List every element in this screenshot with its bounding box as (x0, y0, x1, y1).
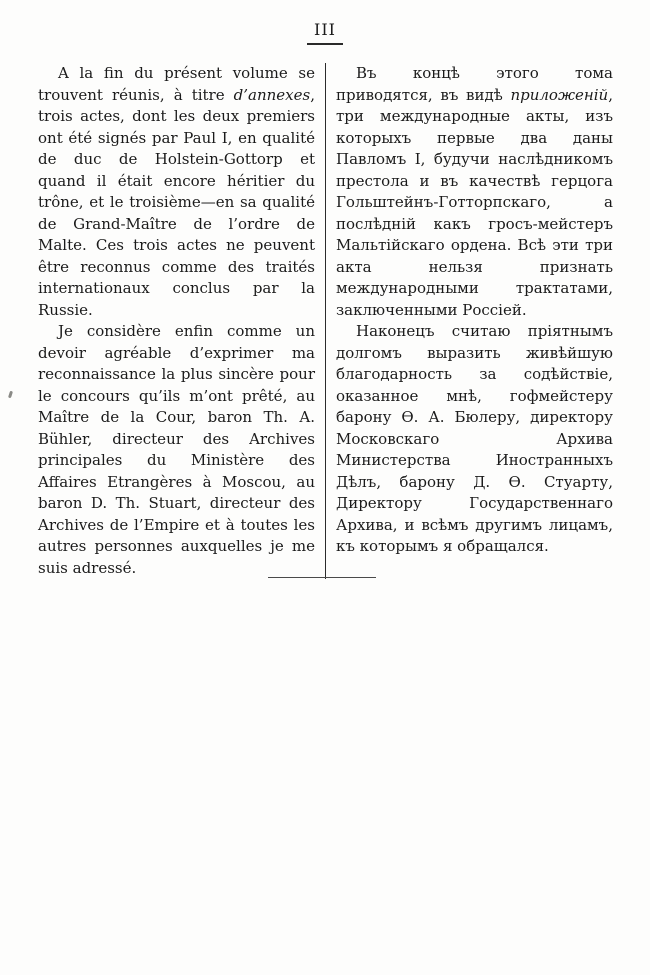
italic-text-run: приложеній (510, 85, 609, 104)
french-column (38, 63, 315, 579)
section-end-rule (268, 577, 376, 578)
text-run: Въ концѣ этого тома приводятся, въ видѣ (336, 64, 613, 104)
page-number: III (314, 20, 336, 39)
russian-paragraph-2 (336, 321, 613, 558)
text-run: , три международные акты, изъ которыхъ первые два даны Павломъ I, будучи наслѣдникомъ престола и въ качествѣ герцога Гольштейнъ-Готторпскаго, а послѣдній какъ гросъ-мейстеръ Мальтійскаго ордена. Всѣ эти три акта нельзя признать международными трактатами, заключенными Россіей. (336, 85, 613, 319)
text-columns (38, 63, 613, 579)
scan-artifact (8, 391, 13, 399)
french-paragraph-1 (38, 63, 315, 321)
text-run: A la fin du présent volume se trouvent réunis, à titre (38, 64, 315, 104)
column-divider-rule (325, 63, 326, 579)
text-run: Je considère enfin comme un devoir agréable d’exprimer ma reconnaissance la plus sincère pour le concours qu’ils m’ont prêté, au Maître de la Cour, baron Th. A. Bühler, directeur des Archives principales du Ministère des Affaires Etrangères à Moscou, au baron D. Th. Stuart, directeur des Archives de l’Empire et à toutes les autres personnes auxquelles je me suis adressé. (38, 322, 315, 577)
french-paragraph-2 (38, 321, 315, 579)
text-run: , trois actes, dont les deux premiers ont été signés par Paul I, en qualité de duc de Holstein-Gottorp et quand il était encore héritier du trône, et le troisième—en sa qualité de Grand-Maître de l’ordre de Malte. Ces trois actes ne peuvent être reconnus comme des traités internationaux conclus par la Russie. (38, 85, 315, 319)
russian-column (336, 63, 613, 579)
text-run: Наконецъ считаю пріятнымъ долгомъ выразить живѣйшую благодарность за содѣйствіе, оказанное мнѣ, гофмейстеру барону Ѳ. А. Бюлеру, директору Московскаго Архива Министерства Иностранныхъ Дѣлъ, барону Д. Ѳ. Стуарту, Директору Государственнаго Архива, и всѣмъ другимъ лицамъ, къ которымъ я обращался. (336, 322, 613, 555)
page-header (0, 0, 650, 45)
page-number-rule (307, 43, 343, 45)
russian-paragraph-1 (336, 63, 613, 321)
italic-text-run: d’annexes (233, 85, 311, 104)
